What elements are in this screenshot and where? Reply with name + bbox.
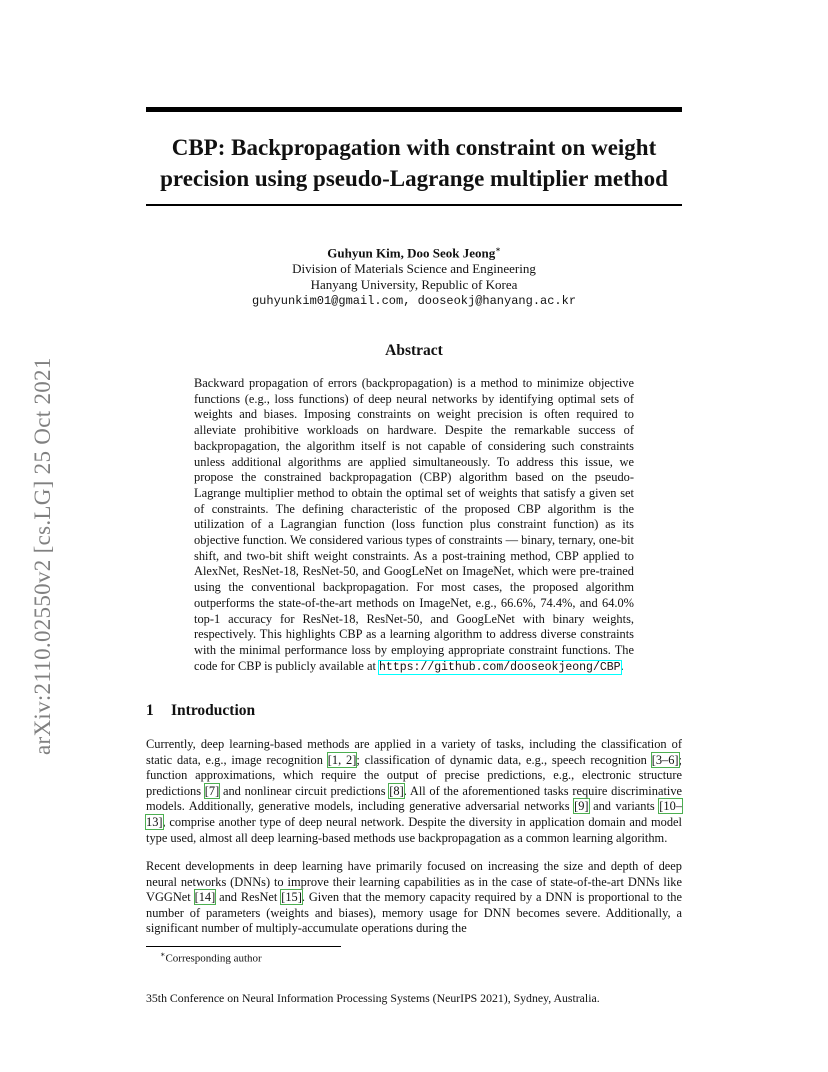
citation-link[interactable]: [7] xyxy=(204,783,220,798)
text-run: Recent developments in deep learning have primarily focused on increasing the size and depth of deep neural networks (DNNs) to improve their learning capabilities as in the case of state-of-the-art DNNs like VGGNet xyxy=(146,859,682,905)
text-run: . Given that the memory capacity required by a DNN is proportional to the number of parameters (weights and biases), memory usage for DNN becomes severe. Additionally, a significant number of multiply-accumulate operations during the xyxy=(146,890,682,936)
text-run: and variants xyxy=(588,799,660,814)
arxiv-identifier: arXiv:2110.02550v2 [cs.LG] 25 Oct 2021 xyxy=(30,357,55,755)
footnote-text: Corresponding author xyxy=(165,952,262,965)
footnote-marker: ∗ xyxy=(160,950,166,959)
footnote-rule xyxy=(146,946,341,947)
citation-link[interactable]: [9] xyxy=(574,799,589,814)
text-run: . All of the aforementioned tasks require discriminative models. Additionally, generative models, including generative adversarial networks xyxy=(146,783,683,814)
section-heading-introduction xyxy=(146,702,255,720)
title-bottom-rule xyxy=(146,204,682,206)
conference-venue: 35th Conference on Neural Information Processing Systems (NeurIPS 2021), Sydney, Australia. xyxy=(146,991,600,1005)
abstract-body: Backward propagation of errors (backpropagation) is a method to minimize objective functions (e.g., loss functions) of deep neural networks by identifying optimal sets of weights and biases. Imposing constraints on weight precision is often required to alleviate prohibitive workloads on hardware. Despite the remarkable success of backpropagation, the algorithm itself is not capable of considering such constraints unless additional algorithms are applied simultaneously. To address this issue, we propose the constrained backpropagation (CBP) algorithm based on the pseudo-Lagrange multiplier method to obtain the optimal set of weights that satisfy a given set of constraints. The defining characteristic of the proposed CBP algorithm is the utilization of a Lagrangian function (loss function plus constraint function) as its objective function. We considered various types of constraints — binary, ternary, one-bit shift, and two-bit shift weight constraints. As a post-training method, CBP applied to AlexNet, ResNet-18, ResNet-50, and GoogLeNet on ImageNet, which were pre-trained using the conventional backpropagation. For most cases, the proposed algorithm outperforms the state-of-the-art methods on ImageNet, e.g., 66.6%, 74.4%, and 64.0% top-1 accuracy for ResNet-18, ResNet-50, and GoogLeNet with binary weights, respectively. This highlights CBP as a learning algorithm to address diverse constraints with the minimal performance loss by employing appropriate constraint functions. The code for CBP is publicly available at xyxy=(194,376,634,673)
section-number: 1 xyxy=(146,702,154,719)
abstract-text xyxy=(194,376,634,675)
abstract-end: . xyxy=(620,658,624,673)
citation-link[interactable]: [15] xyxy=(281,890,302,905)
section-title: Introduction xyxy=(171,702,256,719)
text-run: ; function approximations, which require the output of precise predictions, e.g., electronic structure predictions xyxy=(146,752,682,798)
intro-paragraph-1 xyxy=(146,737,682,846)
author-names-text: Guhyun Kim, Doo Seok Jeong xyxy=(327,245,496,261)
affiliation-university: Hanyang University, Republic of Korea xyxy=(310,277,518,293)
citation-link[interactable]: [14] xyxy=(194,890,216,905)
citation-link[interactable]: [3–6] xyxy=(651,752,679,767)
paper-title: CBP: Backpropagation with constraint on weight precision using pseudo-Lagrange multiplier method xyxy=(160,135,668,191)
text-run: and ResNet xyxy=(215,890,282,905)
code-repository-link[interactable]: https://github.com/dooseokjeong/CBP xyxy=(379,660,621,674)
text-run: ; classification of dynamic data, e.g., speech recognition xyxy=(356,752,652,767)
text-run: , comprise another type of deep neural network. Despite the diversity in application domain and model type used, almost all deep learning-based methods use backpropagation as a common learning algorithm. xyxy=(146,814,682,845)
citation-link[interactable]: [10–13] xyxy=(146,799,683,829)
text-run: Currently, deep learning-based methods are applied in a variety of tasks, including the classification of static data, e.g., image recognition xyxy=(146,737,682,767)
citation-link[interactable]: [8] xyxy=(389,783,404,798)
text-run: and nonlinear circuit predictions xyxy=(219,783,390,798)
footnote xyxy=(160,950,262,965)
affiliation-department: Division of Materials Science and Engineering xyxy=(292,261,536,277)
intro-paragraph-2 xyxy=(146,859,682,937)
abstract-heading: Abstract xyxy=(385,342,443,359)
citation-link[interactable]: [1, 2] xyxy=(327,752,357,767)
author-block xyxy=(146,242,682,309)
author-emails: guhyunkim01@gmail.com, dooseokj@hanyang.ac.kr xyxy=(251,294,577,309)
title-top-rule xyxy=(146,107,682,112)
author-names xyxy=(146,242,682,261)
corresponding-marker: ∗ xyxy=(495,245,501,254)
